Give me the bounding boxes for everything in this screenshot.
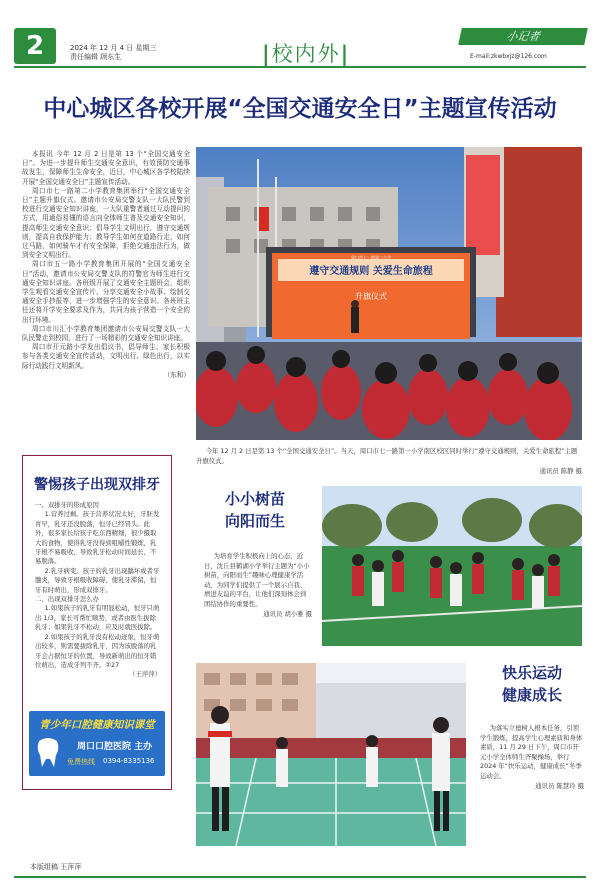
sports-meet-photo — [196, 663, 466, 846]
sidebar-subheading: 二、出现双排牙怎么办 — [35, 595, 99, 604]
sidebar-body — [35, 501, 161, 680]
page-footer: 本版组稿 王萍萍 — [30, 863, 82, 871]
sport-article-body — [480, 724, 584, 791]
header-divider — [14, 66, 586, 68]
caption-text: 今年 12 月 2 日是第 13 个“全国交通安全日”。当天，周口市七一路第一小学南区校区同时举行“遵守交通规则，关爱生命旅程”主题升旗仪式。 — [196, 447, 578, 465]
ad-organizer: 周口口腔医院 主办 — [77, 742, 153, 752]
ad-title: 青少年口腔健康知识课堂 — [39, 719, 155, 731]
health-sidebar — [22, 455, 172, 790]
lead-paragraph: 本报讯 今年 12 月 2 日是第 13 个“全国交通安全日”。为进一步提升师生交通安全意识，有效预防交通事故发生，保障师生生命安全，近日，中心城区各学校陆续开展“全国交通安全日”主题宣传活动。 — [22, 150, 190, 186]
page-number: 2 — [14, 28, 56, 64]
sidebar-title: 警惕孩子出现双排牙 — [34, 477, 160, 493]
tree-article-credit: 通讯员 胡小雅 摄 — [263, 609, 312, 618]
section-title: |校内外| — [262, 41, 351, 66]
main-photo-flag-ceremony — [196, 147, 582, 440]
main-headline: 中心城区各校开展“全国交通安全日”主题宣传活动 — [43, 96, 557, 122]
tree-article-text: 为培育学生积极向上的心态，近日，沈丘县鹤湖小学举行主题为“小小树苗，向阳而生”趣味心理健康学活动，为同学们提供了一个展示自我、增进友谊的平台，让他们深刻体会到团结协作的重要性。 — [204, 552, 310, 608]
sidebar-paragraph: 1.营养过剩。孩子营养状况太好，牙胚发育早，乳牙还没脱落，恒牙已经冒头。此外，很多家长给孩子吃东西精细，很少摄取大的食物，使得乳牙没得到咀嚼性锻炼，乳牙根不易吸收，导致乳牙松动时间延长，不易脱落。 — [35, 510, 160, 566]
sidebar-subheading: 一、双排牙的形成原因 — [35, 501, 99, 509]
tree-title-line: 小小树苗 — [224, 490, 285, 508]
lead-paragraph: 周口市七一路第二小学教育集团举行“全国交通安全日”主题升旗仪式。邀请市公安局交警支队一大队民警到校进行交通安全知识讲座，一大队重警者通过互动提问的方式，用通俗易懂的语言向全体师生普及交通安全知识，提高师生交通安全意识；倡导学生文明出行，遵守交通规则，提高自我保护能力；教导学生如何在道路行走，如何过马路，如何骑车才有安全保障，拒绝交通违法行为，做到安全文明出行。 — [22, 186, 190, 260]
sport-article-text: 为落实立德树人根本任务，引领学生锻炼，提高学生心理素质和身体素质，11 月 29 日下午，周口市开元小学全体师生齐聚操场，举行 2024 年“快乐运动，健康成长”冬季运动会。 — [480, 724, 583, 780]
sidebar-source: （王萍萍） — [129, 670, 161, 679]
page-header — [0, 0, 600, 66]
sport-article-credit: 通讯员 陈慧玲 摄 — [535, 781, 584, 790]
sport-title-line: 快乐运动 — [501, 664, 562, 682]
sidebar-paragraph: 2.乳牙病变。孩子的乳牙出现龋坏或者牙髓炎，导致牙根吸收障碍，使乳牙滞留，恒牙有时萌出，形成双排牙。 — [35, 566, 160, 594]
tooth-icon — [35, 735, 61, 769]
sidebar-paragraph: 2.如果孩子的乳牙没有松动迹象，恒牙萌出较多，则需要拔除乳牙，因为该脱落的乳牙会占据恒牙的位置，导致新萌出的恒牙错位萌出，造成牙列不齐。②27 — [35, 632, 160, 669]
lead-paragraph: 周口市五一路小学教育集团开展的“全国交通安全日”活动，邀请市公安局交警支队的符警官为师生进行交通安全知识讲座。各班级开展了交通安全主题班会，组织学生观看交通安全宣传片、分享交通安全小故事、绘制交通安全手抄报等，进一步增强学生的安全意识。各班班主任还将开学安全要求及作为，共同为孩子营造一个安全的出行环境。 — [22, 260, 190, 324]
tree-article-title — [200, 488, 310, 532]
lead-article — [22, 150, 190, 380]
lead-paragraph: 周口市川汇小学教育集团邀请市公安局交警支队一大队民警走到校园，进行了一场精彩的交通安全知识讲座。 — [22, 324, 190, 343]
lead-source: （东和） — [163, 370, 190, 379]
responsible-editor: 责任编辑 顾东生 — [70, 53, 122, 61]
ceremony-illustration — [196, 147, 582, 440]
lead-paragraph: 周口市开元路小学发出倡议书，倡导师生、家长积极参与各类交通安全宣传活动，文明出行、绿色出行，以实际行动践行文明新风。 — [22, 343, 190, 370]
ad-phone-label: 免费热线 — [67, 758, 95, 766]
section-label: 校内外 — [271, 42, 341, 66]
column-brand: 小记者 — [458, 28, 588, 45]
banner-sub-text: 升旗仪式 — [355, 292, 387, 301]
sports-meet-illustration — [196, 663, 466, 846]
contact-email: E-mail:zkwbxjz@126.com — [470, 53, 547, 60]
tree-article-body — [204, 552, 312, 619]
dental-clinic-ad — [29, 711, 165, 776]
issue-date: 2024 年 12 月 4 日 星期三 — [70, 44, 157, 52]
main-photo-caption — [196, 446, 582, 476]
banner-main-text: 遵守交通规则 关爱生命旅程 — [309, 266, 433, 277]
sport-article-title — [478, 662, 586, 706]
tree-title-line: 向阳而生 — [224, 512, 285, 530]
footer-divider — [14, 876, 586, 878]
sport-title-line: 健康成长 — [501, 686, 562, 704]
tree-activity-illustration — [322, 486, 582, 646]
building-sign-text: 周口市七一路第二小学 — [351, 255, 391, 260]
caption-credit: 通讯员 陈静 摄 — [539, 467, 582, 475]
sidebar-paragraph: 1.如果孩子的乳牙有明显松动，恒牙只萌出 1/3，家长可帮忙顺势，或者由医生拔除乳牙；如果乳牙不松动，应及时就医拔除。 — [35, 604, 160, 632]
tree-activity-photo — [322, 486, 582, 646]
ad-phone: 0394-8335136 — [103, 757, 155, 765]
